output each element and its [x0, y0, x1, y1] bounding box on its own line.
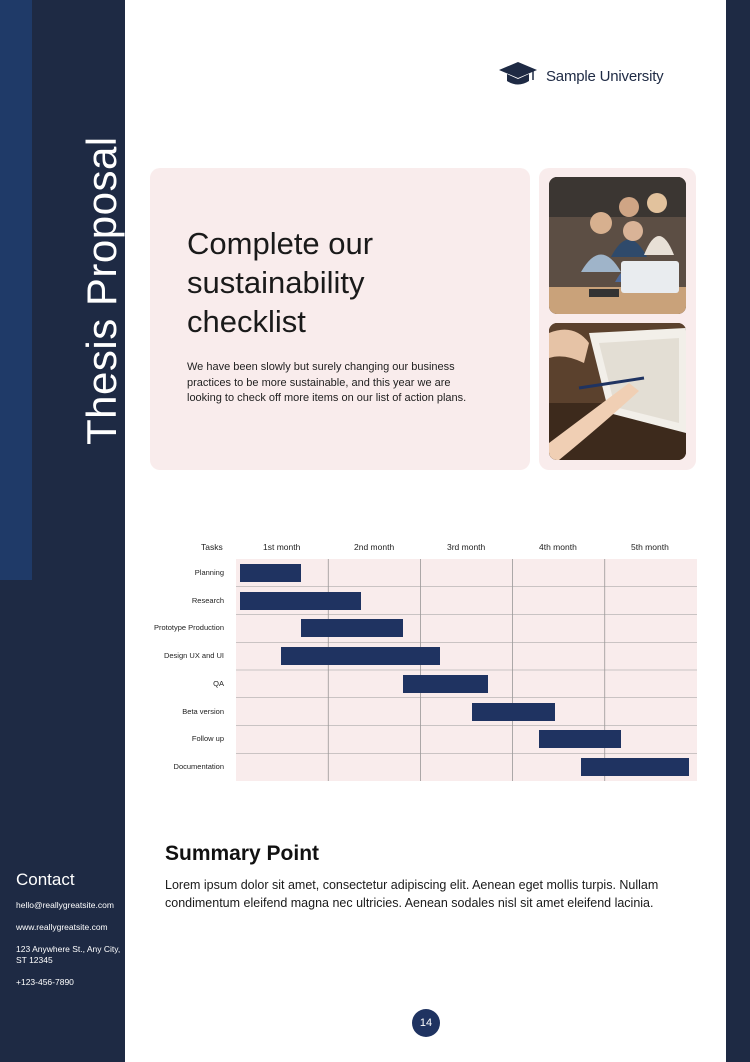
hero-card	[150, 168, 530, 470]
gantt-month-2: 2nd month	[354, 542, 395, 552]
gantt-month-4: 4th month	[539, 542, 577, 552]
contact-email[interactable]: hello@reallygreatsite.com	[16, 900, 114, 910]
document-title: Thesis Proposal	[78, 136, 125, 445]
gantt-month-3: 3rd month	[447, 542, 486, 552]
gantt-task-label: Prototype Production	[153, 623, 224, 633]
hero-title: Complete our sustainability checklist	[187, 226, 374, 339]
brand-logo	[498, 60, 663, 93]
right-edge-band	[726, 0, 750, 1062]
gantt-month-5: 5th month	[631, 542, 669, 552]
gantt-task-label: Documentation	[173, 762, 224, 772]
graduation-cap-icon	[498, 60, 538, 93]
contact-website[interactable]: www.reallygreatsite.com	[16, 922, 108, 932]
contact-address: 123 Anywhere St., Any City, ST 12345	[16, 944, 121, 965]
contact-block	[16, 870, 121, 999]
contact-heading: Contact	[16, 870, 75, 889]
gantt-bar	[240, 592, 361, 610]
gantt-task-label: Beta version	[182, 706, 224, 716]
gantt-tasks-header: Tasks	[201, 542, 223, 552]
gantt-bar	[581, 758, 689, 776]
gantt-task-label: Research	[191, 595, 224, 605]
photo-card	[539, 168, 696, 470]
gantt-task-label: Follow up	[191, 734, 224, 744]
gantt-bar	[301, 619, 404, 637]
summary-text: Lorem ipsum dolor sit amet, consectetur adipiscing elit. Aenean eget mollis turpis. Nullam condimentum eleifend magna nec ultricies. Aenean sodales nisl sit amet eleifend lacinia.	[165, 878, 659, 910]
summary-title: Summary Point	[165, 842, 320, 865]
gantt-month-1: 1st month	[263, 542, 301, 552]
brand-name: Sample University	[546, 68, 664, 85]
gantt-bar	[240, 564, 301, 582]
gantt-chart	[236, 559, 697, 781]
hero-description: We have been slowly but surely changing our business practices to be more sustainable, and this year we are looking to check off more items on our list of action plans.	[187, 361, 467, 404]
gantt-bar	[472, 703, 556, 721]
contact-phone: +123-456-7890	[16, 977, 74, 987]
sidebar-accent-stripe	[0, 0, 32, 580]
gantt-bar	[403, 675, 487, 693]
gantt-bar	[539, 730, 622, 748]
gantt-bar	[281, 647, 440, 665]
reading-book-photo	[549, 323, 686, 460]
students-with-laptop-photo	[549, 177, 686, 314]
gantt-task-label: Design UX and UI	[163, 651, 224, 661]
gantt-task-label: Planning	[194, 567, 224, 577]
page-number: 14	[412, 1009, 440, 1037]
gantt-task-label: QA	[213, 678, 224, 688]
